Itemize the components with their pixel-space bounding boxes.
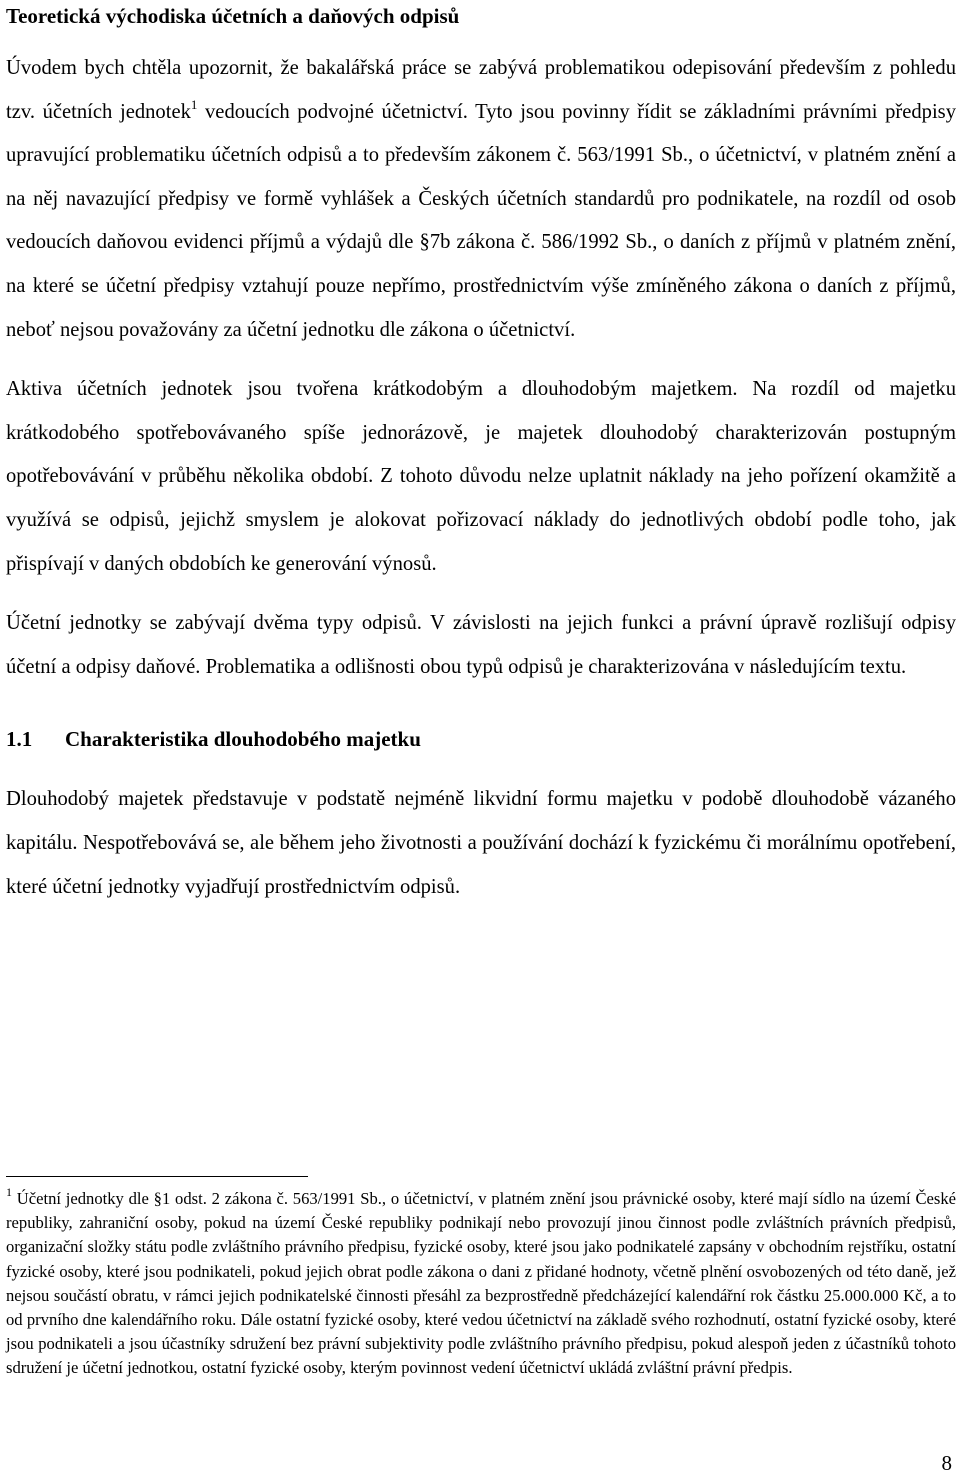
page-heading: Teoretická východiska účetních a daňových odpisů xyxy=(6,4,460,28)
footnote-reference[interactable]: 1 xyxy=(190,96,198,112)
paragraph-assets: Aktiva účetních jednotek jsou tvořena krátkodobým a dlouhodobým majetkem. Na rozdíl od majetku krátkodobého spotřebovávaného spíše jednorázově, je majetek dlouhodobý charakterizován postupným opotřebovávání v průběhu několika období. Z tohoto důvodu nelze uplatnit náklady na jeho pořízení okamžitě a využívá se odpisů, jejichž smyslem je alokovat pořizovací náklady do jednotlivých období podle toho, jak přispívají v daných obdobích ke generování výnosů. xyxy=(6,378,956,575)
paragraph-intro-text-end: vedoucích podvojné účetnictví. Tyto jsou povinny řídit se základními právními předpisy upravující problematiku účetních odpisů a to především zákonem č. 563/1991 Sb., o účetnictví, v platném znění a na něj navazující předpisy ve formě vyhlášek a Českých účetních standardů pro podnikatele, na rozdíl od osob vedoucích daňovou evidenci příjmů a výdajů dle §7b zákona č. 586/1992 Sb., o daních z příjmů v platném znění, na které se účetní předpisy vztahují pouze nepřímo, prostřednictvím výše zmíněného zákona o daních z příjmů, neboť nejsou považovány za účetní jednotku dle zákona o účetnictví. xyxy=(6,100,956,341)
page-number: 8 xyxy=(941,1451,952,1475)
section-number: 1.1 xyxy=(6,727,33,752)
paragraph-depreciation-types: Účetní jednotky se zabývají dvěma typy odpisů. V závislosti na jejich funkci a právní úpravě rozlišují odpisy účetní a odpisy daňové. Problematika a odlišnosti obou typů odpisů je charakterizována v následujícím textu. xyxy=(6,612,956,678)
document-page xyxy=(6,0,956,1475)
section-heading xyxy=(6,725,956,753)
paragraph-intro xyxy=(6,47,956,352)
footnote-divider xyxy=(6,1176,308,1177)
section-title: Charakteristika dlouhodobého majetku xyxy=(65,727,421,752)
footnote-text: Účetní jednotky dle §1 odst. 2 zákona č. 563/1991 Sb., o účetnictví, v platném znění jsou právnické osoby, které mají sídlo na území České republiky, zahraniční osoby, pokud na území České republiky podnikají nebo provozují jinou činnost podle zvláštních právních předpisů, organizační složky státu podle zvláštního právního předpisu, fyzické osoby, které jsou jako podnikatelé zapsány v obchodním rejstříku, ostatní fyzické osoby, které jsou podnikateli, pokud jejich obrat podle zákona o dani z přidané hodnoty, včetně plnění osvobozených od této daně, jež nejsou součástí obratu, v rámci jejich podnikatelské činnosti přesáhl za bezprostředně předcházející kalendářní rok částku 25.000.000 Kč, a to od prvního dne kalendářního roku. Dále ostatní fyzické osoby, které vedou účetnictví na základě svého rozhodnutí, ostatní fyzické osoby, které jsou podnikateli a jsou účastníky sdružení bez právní subjektivity podle zvláštního právního předpisu, pokud alespoň jeden z účastníků tohoto sdružení je účetní jednotkou, ostatní fyzické osoby, kterým povinnost vedení účetnictví ukládá zvláštní právní předpis. xyxy=(6,1189,956,1378)
paragraph-intro-text-start: Úvodem bych chtěla upozornit, že bakalářská práce se zabývá problematikou odepisování především z pohledu tzv. účetních jednotek xyxy=(6,57,956,123)
paragraph-long-term-assets: Dlouhodobý majetek představuje v podstatě nejméně likvidní formu majetku v podobě dlouhodobě vázaného kapitálu. Nespotřebovává se, ale během jeho životnosti a používání dochází k fyzickému či morálnímu opotřebení, které účetní jednotky vyjadřují prostřednictvím odpisů. xyxy=(6,788,956,898)
footnote xyxy=(6,1187,956,1381)
footnote-marker: 1 xyxy=(6,1185,12,1199)
